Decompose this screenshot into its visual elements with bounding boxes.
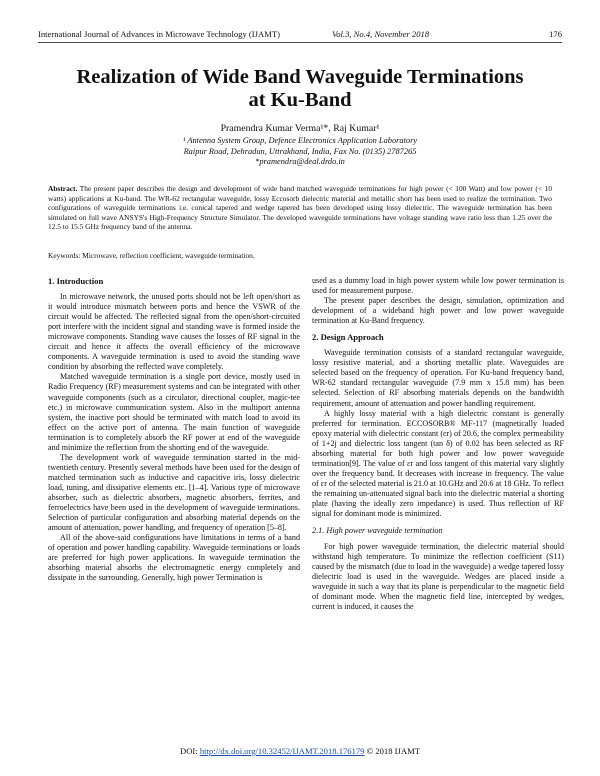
author-email: *pramendra@deal.drdo.in — [255, 157, 345, 166]
paragraph: A highly lossy material with a high dielectric constant is generally preferred for termination. ECCOSORB® MF-117 (magnetically loaded epoxy material with dielectric constant (εr) of 20.6, the complex permeability of 1+2j and dielectric loss tangent (tan δ) of 0.02 has been selected as RF absorbing material for both high power and low power waveguide termination[9]. The value of εr and loss tangent of this material vary slightly over the frequency band. It decreases with increase in frequency. The value of εr of the selected material is 21.0 at 10.GHz and 20.6 at 18 GHz. To reflect the remaining un-attenuated signal back into the dielectric material a shorting plate (having the ideally zero impedance) is used. Thus reflection of RF signal for dominant mode is minimized. — [312, 408, 564, 519]
abstract — [48, 184, 552, 232]
affiliation-line-2: Raipur Road, Dehradun, Uttrakhand, India, Fax No. (0135) 2787265 — [183, 146, 417, 156]
paragraph: used as a dummy load in high power system while low power termination is used for measurement purpose. — [312, 276, 564, 296]
affiliation-block — [60, 136, 540, 168]
author-list: Pramendra Kumar Verma¹*, Raj Kumar¹ — [220, 123, 380, 134]
paragraph: Matched waveguide termination is a single port device, mostly used in Radio Frequency (RF) measurement systems and can be integrated with other waveguide components (such as a circulator, directional coupler, magic-tee etc.) in microwave communication system. Also in the multiport antenna system, the inactive port should be terminated with match load to avoid its effect on the active port of antenna. The main function of waveguide termination is to completely absorb the RF power at end of the waveguide and minimize the reflection from the shorting end of the waveguide. — [48, 372, 300, 452]
header-divider — [38, 42, 562, 43]
subsection-heading-high-power: 2.1. High power waveguide termination — [312, 526, 443, 536]
paragraph: The development work of waveguide termination started in the mid-twentieth century. Presently several methods have been used for the design of matched termination such as inductive and capacitive iris, lossy dielectric load, tuning, and dissipative elements etc. [1–4]. Various type of microwave absorber, such as dielectric absorbers, magnetic absorbers, ferrites, and ferroelectrics have been used in the development of waveguide terminations. Selection of particular configuration and absorbing material depends on the amount of attenuation, power handling, and frequency of operation [5–8]. — [48, 452, 300, 533]
keywords: Keywords: Microwave, reflection coefficient, waveguide termination. — [48, 251, 255, 260]
left-column — [48, 276, 300, 583]
paragraph: Waveguide termination consists of a standard rectangular waveguide, lossy resistive material, and a shorting metallic plate. Waveguides are selected based on the frequency of operation. For Ku-band frequency band, WR-62 standard rectangular waveguide (7.9 mm x 15.8 mm) has been selected. Selection of RF absorbing materials depends on the bandwidth requirement, amount of attenuation and power handling requirement. — [312, 348, 564, 408]
paragraph: For high power waveguide termination, the dielectric material should withstand high temperature. To minimize the reflection coefficient (S11) caused by the mismatch (due to load in the waveguide) a wedge tapered lossy dielectric load is used in the waveguide. Wedges are placed inside a waveguide in such a way that its plane is perpendicular to the magnetic field of dominant mode. When the magnetic field line, intercepted by wedges, current is induced, it causes the — [312, 542, 564, 612]
journal-name: International Journal of Advances in Microwave Technology (IJAMT) — [38, 29, 280, 39]
affiliation-line-1: ¹ Antenna System Group, Defence Electronics Application Laboratory — [182, 136, 418, 145]
copyright: © 2018 IJAMT — [366, 746, 420, 756]
right-column — [312, 276, 564, 612]
page-footer — [0, 746, 600, 756]
doi-link[interactable]: http://dx.doi.org/10.32452/IJAMT.2018.176179 — [199, 746, 365, 756]
doi-label: DOI: — [180, 746, 198, 756]
abstract-text: The present paper describes the design and development of wide band matched waveguide terminations for high power (< 100 Watt) and low power (< 10 watts) applications at Ku-band. The WR-62 rectangular waveguide, lossy Eccosorb dielectric material and metallic short has been used to realize the termination. Two configurations of waveguide terminations i.e. conical tapered and wedge tapered has been developed using lossy dielectric. The waveguide termination has been simulated on full wave ANSYS's High-Frequency Structure Simulator. The developed waveguide terminations have voltage standing wave ratio less than 1.25 over the 12.5 to 15.5 GHz frequency band of the antenna. — [48, 184, 553, 232]
abstract-label: Abstract. — [48, 184, 78, 193]
paragraph: In microwave network, the unused ports should not be left open/short as it would introduce mismatch between ports and hence the VSWR of the circuit would be affected. The reflected signal from the open/short-circuited port interfere with the incident signal and standing wave is formed inside the microwave components. Standing wave causes the losses of RF signal in the circuit and hence it affects the overall efficiency of the microwave components. A waveguide termination is used to avoid the standing wave condition by absorbing the reflected wave completely. — [48, 292, 300, 372]
volume-info: Vol.3, No.4, November 2018 — [331, 29, 430, 39]
paragraph: The present paper describes the design, simulation, optimization and development of a wideband high power and low power waveguide termination at Ku-Band frequency. — [312, 296, 564, 326]
section-heading-introduction: 1. Introduction — [48, 276, 104, 286]
paragraph: All of the above-said configurations have limitations in terms of a band of operation and power handling capability. Waveguide terminations or loads are preferred for high power applications. In waveguide termination the absorbing material absorbs the electromagnetic energy completely and dissipate in the surrounding. Generally, high power Termination is — [48, 533, 300, 583]
paper-title: Realization of Wide Band Waveguide Terminations at Ku-Band — [76, 66, 524, 111]
running-header — [38, 29, 562, 39]
section-heading-design-approach: 2. Design Approach — [312, 332, 384, 343]
page-number: 176 — [549, 29, 562, 39]
